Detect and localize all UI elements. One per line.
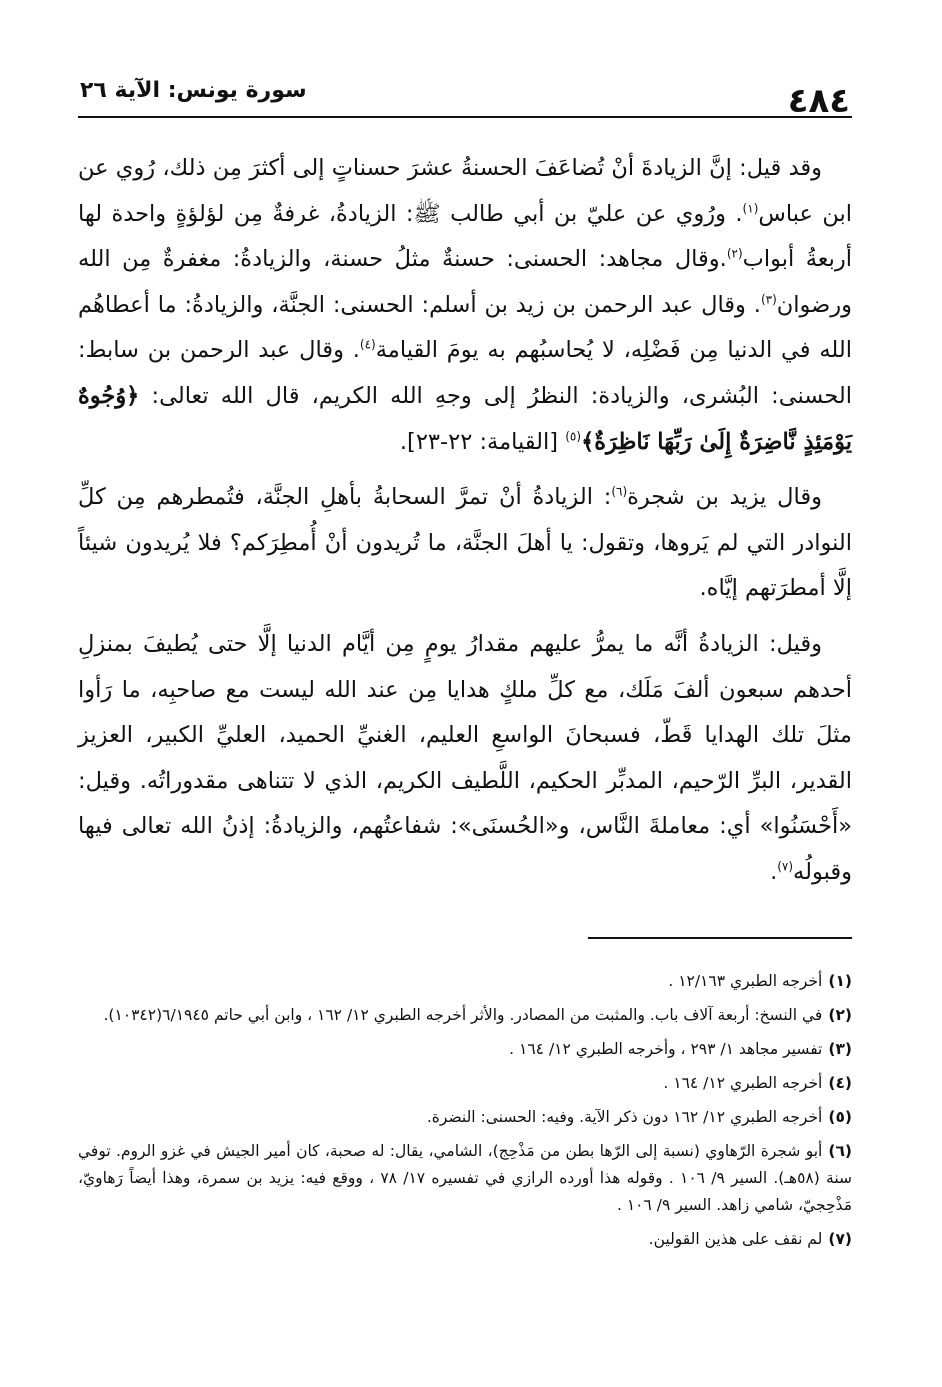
footnote-number: (٥) — [828, 1108, 852, 1126]
footnote-ref: (١) — [742, 201, 759, 216]
body-paragraph — [78, 146, 852, 465]
footnote-text: تفسير مجاهد ١/ ٢٩٣ ، وأخرجه الطبري ١٢/ ١٦٤ . — [509, 1040, 823, 1058]
footnote-number: (٤) — [828, 1074, 852, 1092]
body-text: . ورُوي عن عليّ بن أبي طالب ﷺ: الزيادةُ، غرفةٌ مِن لؤلؤةٍ واحدة لها أربعةُ أبواب — [78, 200, 852, 273]
body-text: وقيل: الزيادةُ أنَّه ما يمرُّ عليهم مقدارُ يومٍ مِن أيَّام الدنيا إلَّا حتى يُطيفَ بمنزلِ أحدهم سبعون ألفَ مَلَك، مع كلِّ ملكٍ هدايا مِن عند الله ليست مع صاحبِه، ما رَأوا مثلَ تلك الهدايا قَطّ، فسبحانَ الواسعِ العليم، الغنيِّ الحميد، العليِّ الكبير، العزيز القدير، البرِّ الرّحيم، المدبِّر الحكيم، اللَّطيف الكريم، الذي لا تتناهى مقدوراتُه. وقيل: «أَحْسَنُوا» أي: معاملةَ النَّاس، و«الحُسنَى»: شفاعتُهم، والزيادةُ: إذنُ الله تعالى فيها وقبولُه — [78, 630, 852, 885]
footnote-number: (٣) — [828, 1040, 852, 1058]
footnote — [78, 1036, 852, 1063]
page-number: ٤٨٤ — [787, 81, 850, 121]
footnote-text: أخرجه الطبري ١٢/ ١٦٢ دون ذكر الآية. وفيه: الحسنى: النضرة. — [426, 1108, 823, 1126]
footnote-ref: (٧) — [777, 859, 794, 874]
footnote-text: أخرجه الطبري ١٢/ ١٦٤ . — [663, 1074, 823, 1092]
body-text: وقال يزيد بن شجرة — [627, 484, 823, 511]
footnote-number: (٢) — [828, 1006, 852, 1024]
footnote — [78, 1070, 852, 1097]
body-text: . وقال عبد الرحمن بن سابط: الحسنى: البُشرى، والزيادة: النظرُ إلى وجهِ الله الكريم، قال الله تعالى: — [78, 337, 852, 409]
surah-title: سورة يونس: الآية ٢٦ — [80, 78, 307, 103]
footnote — [78, 1226, 852, 1253]
body-text: [القيامة: ٢٢-٢٣]. — [399, 428, 566, 455]
footnote-text: أبو شجرة الرّهاوي (نسبة إلى الرّها بطن من مَذْحِج)، الشامي، يقال: له صحبة، كان أمير الجيش في غزو الروم. توفي سنة (٥٨هـ). السير ٩/ ١٠٦ . وقوله هذا أورده الرازي في تفسيره ١٧/ ٧٨ ، ووقع فيه: يزيد بن سمرة، وهذا أيضاً رَهاويّ، مَذْحِجيّ، شامي زاهد. السير ٩/ ١٠٦ . — [78, 1142, 852, 1214]
footnote-number: (٧) — [828, 1230, 852, 1248]
footnote — [78, 1002, 852, 1029]
footnote — [78, 1104, 852, 1131]
body-text: . — [770, 858, 778, 885]
footnote-number: (٦) — [828, 1142, 852, 1160]
footnote-separator — [588, 937, 852, 939]
page-header — [78, 68, 852, 121]
footnote-number: (١) — [828, 972, 852, 990]
footnote-ref: (٢) — [726, 246, 743, 261]
body-paragraph — [78, 475, 852, 612]
footnote-ref: (٤) — [359, 337, 376, 352]
footnote-text: لم نقف على هذين القولين. — [648, 1230, 823, 1248]
footnote-text: أخرجه الطبري ١٢/١٦٣ . — [668, 972, 823, 990]
footnote-text: في النسخ: أربعة آلاف باب. والمثبت من المصادر. والأثر أخرجه الطبري ١٢/ ١٦٢ ، وابن أبي حاتم ٦/١٩٤٥(١٠٣٤٢). — [103, 1006, 823, 1024]
body-text: . وقال عبد الرحمن بن زيد بن أسلم: الحسنى: الجنَّة، والزيادةُ: ما أعطاهُم الله في الدنيا مِن فَضْلِه، لا يُحاسبُهم به يومَ القيامة — [78, 291, 852, 364]
body-text: : الزيادةُ أنْ تمرَّ السحابةُ بأهلِ الجنَّة، فتُمطرهم مِن كلِّ النوادر التي لم يَروها، وتقول: يا أهلَ الجنَّة، ما تُريدون أنْ أُمطِرَكم؟ فلا يُريدون شيئاً إلَّا أمطرَتهم إيَّاه. — [78, 484, 852, 602]
body-paragraph — [78, 622, 852, 896]
body-text: .وقال مجاهد: الحسنى: حسنةٌ مثلُ حسنة، والزيادةُ: مغفرةٌ مِن الله ورضوان — [78, 246, 852, 318]
main-text — [78, 146, 852, 906]
footnote — [78, 968, 852, 995]
footnote-ref: (٥) — [565, 429, 582, 444]
quran-verse: ﴿وُجُوهٌ يَوْمَئِذٍ نَّاضِرَةٌ إِلَىٰ رَبِّهَا نَاظِرَةٌ﴾ — [78, 382, 852, 455]
footnote-ref: (٦) — [611, 484, 628, 499]
footnote — [78, 1138, 852, 1219]
footnotes — [78, 968, 852, 1260]
footnote-ref: (٣) — [760, 292, 777, 307]
body-text: وقد قيل: إنَّ الزيادةَ أنْ تُضاعَفَ الحسنةُ عشرَ حسناتٍ إلى أكثرَ مِن ذلك، رُوي عن ابن عباس — [78, 155, 852, 227]
